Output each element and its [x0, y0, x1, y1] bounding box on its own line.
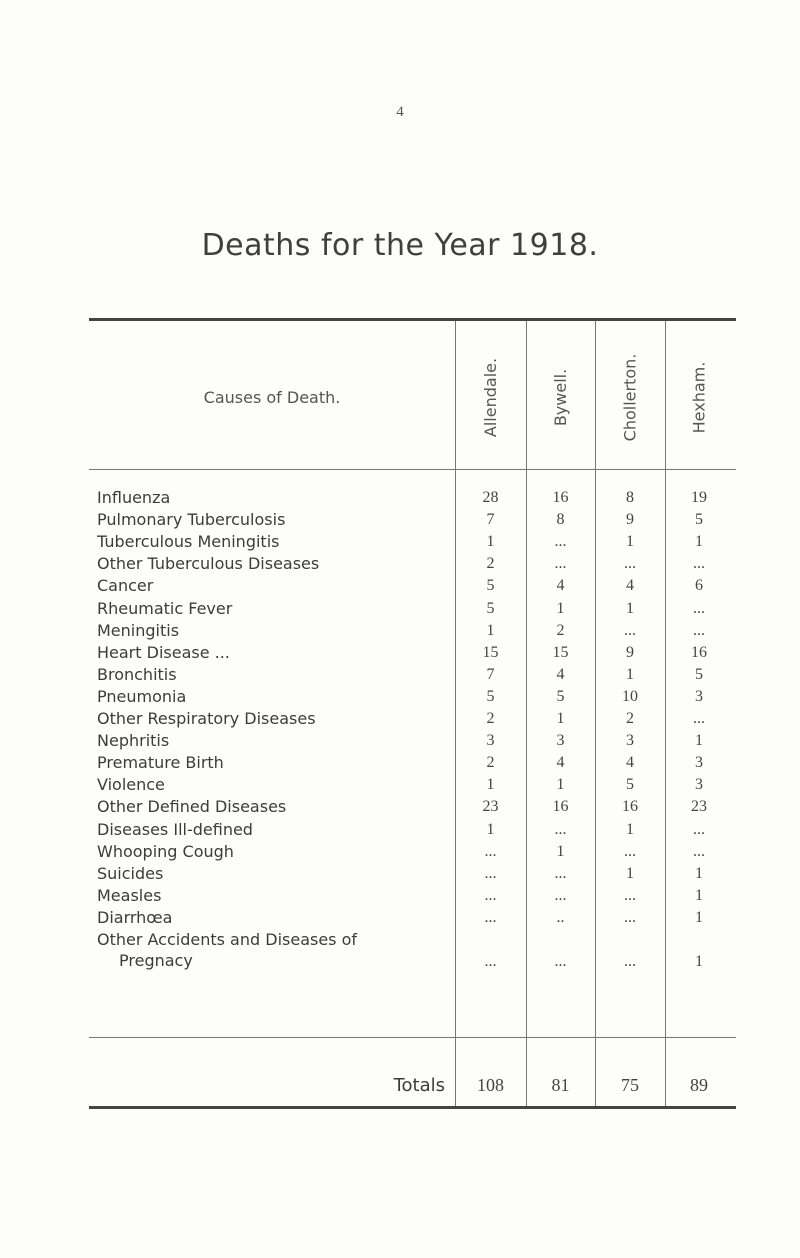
cause-label: Diseases Ill-defined — [97, 819, 253, 839]
table-row — [89, 774, 736, 796]
value-chollerton: 4 — [626, 577, 634, 595]
table-row — [89, 907, 736, 929]
value-hexham: 23 — [691, 798, 707, 816]
value-chollerton: 5 — [626, 776, 634, 794]
value-chollerton: 8 — [626, 489, 634, 506]
value-bywell: ... — [554, 864, 567, 882]
value-allendale: ... — [484, 842, 497, 860]
header-allendale: Allendale. — [481, 357, 500, 437]
table-row — [89, 885, 736, 907]
table-row — [89, 841, 736, 863]
value-bywell: 4 — [556, 577, 565, 595]
table-row — [89, 598, 736, 620]
cause-label: Pneumonia — [97, 686, 187, 706]
cause-label: Nephritis — [97, 731, 170, 751]
value-chollerton: 1 — [626, 665, 634, 683]
page-number: 4 — [396, 104, 404, 120]
value-hexham: 6 — [695, 577, 703, 595]
value-hexham: 1 — [695, 533, 703, 551]
deaths-table — [89, 318, 736, 1109]
totals-label: Totals — [393, 1075, 445, 1096]
value-hexham: 1 — [695, 953, 703, 970]
value-allendale: 2 — [486, 555, 495, 573]
total-chollerton: 75 — [621, 1075, 639, 1095]
table-row — [89, 796, 736, 818]
value-chollerton: ... — [624, 621, 636, 639]
table-row — [89, 708, 736, 730]
cause-label: Premature Birth — [97, 753, 224, 773]
table-row — [89, 509, 736, 531]
table-row — [89, 863, 736, 885]
table-row — [89, 819, 736, 841]
cause-label: Tuberculous Meningitis — [97, 532, 280, 552]
cause-label: Diarrhœa — [97, 907, 173, 927]
value-bywell: ... — [554, 533, 567, 551]
value-chollerton: ... — [624, 953, 636, 970]
value-bywell: 1 — [556, 599, 565, 617]
value-chollerton: 9 — [626, 511, 634, 529]
value-chollerton: 9 — [626, 643, 634, 661]
cause-label: Pulmonary Tuberculosis — [97, 510, 286, 530]
value-allendale: 5 — [486, 577, 495, 595]
value-hexham: 16 — [691, 643, 707, 661]
cause-label: Cancer — [97, 576, 154, 596]
value-hexham: 1 — [695, 908, 703, 926]
header-hexham: Hexham. — [689, 361, 709, 433]
table-row — [89, 664, 736, 686]
value-hexham: 1 — [695, 886, 703, 904]
value-hexham: 5 — [695, 665, 703, 683]
value-chollerton: ... — [624, 555, 636, 573]
table-row — [89, 730, 736, 752]
value-allendale: 2 — [486, 710, 495, 727]
value-chollerton: 1 — [626, 820, 634, 838]
value-bywell: 16 — [552, 798, 569, 816]
value-bywell: ... — [554, 953, 567, 970]
value-bywell: 8 — [556, 511, 565, 529]
value-bywell: ... — [554, 820, 567, 838]
table-row — [89, 752, 736, 774]
value-bywell: 16 — [552, 489, 569, 506]
table-row — [89, 642, 736, 664]
value-chollerton: 1 — [626, 533, 634, 551]
value-bywell: 5 — [556, 687, 565, 705]
value-allendale: ... — [484, 886, 497, 904]
value-bywell: ... — [554, 555, 567, 573]
value-chollerton: 16 — [622, 798, 638, 816]
cause-label: Meningitis — [97, 620, 180, 640]
value-chollerton: 4 — [626, 754, 634, 772]
value-chollerton: ... — [624, 908, 636, 926]
value-chollerton: ... — [624, 886, 636, 904]
total-allendale: 108 — [477, 1075, 504, 1095]
value-bywell: .. — [556, 908, 565, 926]
table-row — [89, 620, 736, 642]
value-bywell: ... — [554, 886, 567, 904]
value-allendale: 1 — [486, 820, 495, 838]
value-chollerton: 1 — [626, 599, 634, 617]
table-row — [89, 487, 736, 509]
value-hexham: 19 — [691, 489, 707, 506]
value-hexham: 3 — [695, 687, 703, 705]
value-hexham: ... — [693, 710, 705, 727]
value-hexham: 5 — [695, 511, 703, 529]
value-allendale: 3 — [486, 732, 495, 750]
page-title: Deaths for the Year 1918. — [201, 228, 599, 263]
value-bywell: 1 — [556, 776, 565, 794]
value-bywell: 4 — [556, 665, 565, 683]
totals-divider — [89, 1037, 736, 1038]
value-hexham: 3 — [695, 754, 703, 772]
value-allendale: 1 — [486, 776, 495, 794]
value-allendale: 5 — [486, 599, 495, 617]
cause-label: Other Defined Diseases — [97, 797, 287, 817]
value-hexham: ... — [693, 820, 705, 838]
cause-label-continued: Pregnacy — [119, 951, 193, 970]
value-bywell: 2 — [556, 621, 565, 639]
value-allendale: 2 — [486, 754, 495, 772]
cause-label: Heart Disease ... — [97, 642, 230, 662]
cause-label: Measles — [97, 885, 162, 905]
value-hexham: ... — [693, 599, 705, 617]
value-bywell: 4 — [556, 754, 565, 772]
cause-label: Whooping Cough — [97, 841, 234, 861]
header-bywell: Bywell. — [550, 368, 570, 426]
value-allendale: 7 — [486, 665, 495, 683]
value-allendale: 1 — [486, 621, 495, 639]
table-row — [89, 575, 736, 597]
value-hexham: ... — [693, 621, 705, 639]
table-row — [89, 531, 736, 553]
value-allendale: 5 — [486, 687, 495, 705]
value-allendale: 1 — [486, 533, 495, 551]
cause-label: Other Respiratory Diseases — [97, 709, 316, 728]
header-chollerton: Chollerton. — [620, 353, 640, 441]
value-allendale: ... — [484, 908, 497, 926]
cause-label: Violence — [97, 775, 165, 795]
total-bywell: 81 — [551, 1075, 570, 1095]
value-bywell: 1 — [556, 842, 565, 860]
cause-label: Bronchitis — [97, 664, 177, 684]
value-hexham: 1 — [695, 732, 703, 750]
table-row — [89, 929, 736, 970]
cause-label: Influenza — [97, 488, 171, 507]
total-hexham: 89 — [690, 1075, 708, 1095]
cause-label: Suicides — [97, 863, 164, 883]
value-bywell: 3 — [556, 732, 565, 750]
value-chollerton: 10 — [622, 687, 638, 705]
table-row — [89, 553, 736, 575]
value-allendale: ... — [484, 864, 497, 882]
value-hexham: 3 — [695, 776, 703, 794]
cause-label: Other Tuberculous Diseases — [97, 554, 320, 574]
cause-label: Rheumatic Fever — [97, 598, 233, 618]
value-hexham: 1 — [695, 864, 703, 882]
value-allendale: 7 — [486, 511, 495, 529]
cause-label: Other Accidents and Diseases of — [97, 930, 358, 949]
value-allendale: 28 — [482, 489, 499, 506]
value-chollerton: ... — [624, 842, 636, 860]
table-row — [89, 686, 736, 708]
value-hexham: ... — [693, 842, 705, 860]
value-allendale: 15 — [482, 643, 499, 661]
value-hexham: ... — [693, 555, 705, 573]
value-bywell: 1 — [556, 710, 565, 727]
header-causes: Causes of Death. — [203, 387, 341, 407]
value-chollerton: 1 — [626, 864, 634, 882]
value-chollerton: 3 — [626, 732, 634, 750]
value-allendale: ... — [484, 953, 497, 970]
value-bywell: 15 — [552, 643, 569, 661]
value-allendale: 23 — [482, 798, 499, 816]
value-chollerton: 2 — [626, 710, 634, 727]
